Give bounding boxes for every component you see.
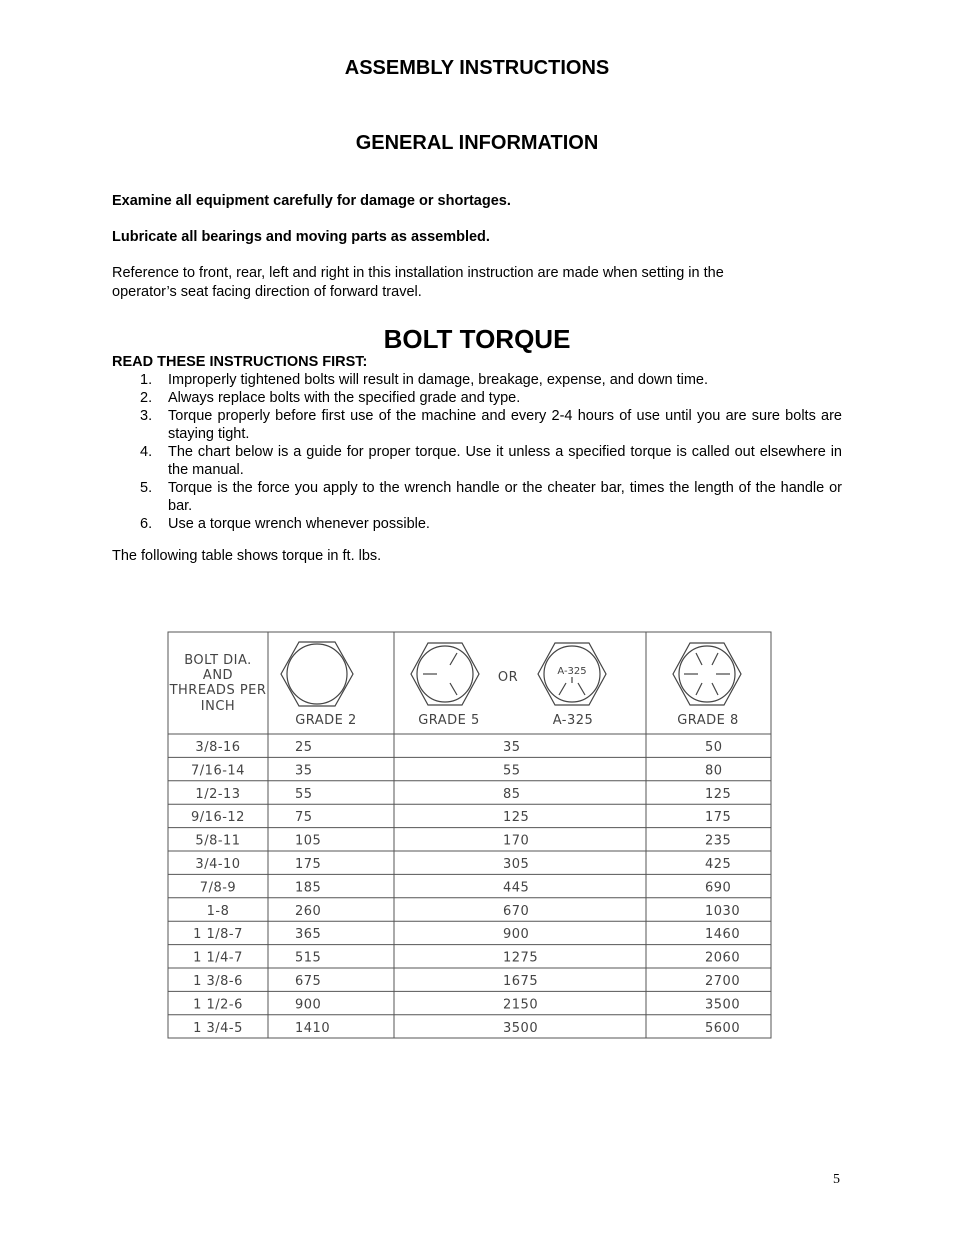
cell-bolt-size: 1-8 [206,903,230,919]
cell-bolt-size: 1/2-13 [195,786,241,802]
cell-bolt-size: 7/16-14 [191,763,245,779]
cell-grade8: 2700 [705,974,741,989]
cell-grade2: 175 [295,857,322,872]
cell-grade5-a325: 305 [503,857,530,872]
reference-paragraph [112,264,842,302]
cell-bolt-size: 1 3/8-6 [193,974,243,989]
list-item: 6. Use a torque wrench whenever possible. [140,516,430,532]
lubricate-note: Lubricate all bearings and moving parts as assembled. [112,229,490,245]
cell-grade8: 125 [705,786,732,802]
list-item: 4. The chart below is a guide for proper torque. Use it unless a specified torque is called out elsewhere in the manual. [140,444,842,478]
header-col1-line3: THREADS PER [169,683,267,698]
torque-table [167,631,772,1039]
cell-bolt-size: 1 1/4-7 [193,950,243,966]
cell-grade8: 50 [705,740,723,755]
page-title: ASSEMBLY INSTRUCTIONS [344,57,610,79]
cell-grade5-a325: 445 [503,880,530,896]
header-col1-line1: BOLT DIA. [184,653,252,668]
cell-grade2: 365 [295,927,322,943]
cell-grade5-a325: 85 [503,786,521,802]
cell-grade5-a325: 170 [503,833,530,849]
cell-grade2: 25 [295,740,313,755]
cell-grade5-a325: 3500 [503,1020,539,1036]
cell-grade2: 55 [295,786,313,802]
cell-bolt-size: 1 3/4-5 [193,1020,243,1036]
section-title-general-information: GENERAL INFORMATION [355,132,599,154]
cell-grade8: 1030 [705,903,741,919]
cell-grade2: 105 [295,833,322,849]
grade8-label: GRADE 8 [677,713,739,728]
cell-grade2: 900 [295,997,322,1013]
cell-bolt-size: 1 1/8-7 [193,927,243,943]
a325-head-mark: A-325 [557,666,587,677]
cell-grade2: 515 [295,950,322,966]
cell-grade5-a325: 1275 [503,950,539,966]
cell-grade5-a325: 35 [503,740,521,755]
torque-table-body [168,740,771,1036]
reference-line-1: Reference to front, rear, left and right in this installation instruction are made when setting in the [112,265,724,281]
cell-grade2: 675 [295,974,322,989]
grade5-hex-icon [411,643,479,705]
list-item: 3. Torque properly before first use of the machine and every 2-4 hours of use until you are sure bolts are staying tight. [140,408,842,442]
cell-bolt-size: 3/8-16 [195,740,241,755]
cell-grade5-a325: 2150 [503,997,539,1013]
cell-grade2: 1410 [295,1020,331,1036]
cell-grade8: 2060 [705,950,741,966]
cell-bolt-size: 3/4-10 [195,857,241,872]
list-item: 5. Torque is the force you apply to the wrench handle or the cheater bar, times the length of the handle or bar. [140,480,842,514]
grade2-hex-icon [281,642,353,706]
cell-grade5-a325: 125 [503,810,530,826]
cell-grade8: 1460 [705,927,741,943]
cell-bolt-size: 9/16-12 [191,810,245,826]
list-item: 1. Improperly tightened bolts will result in damage, breakage, expense, and down time. [140,372,709,388]
reference-line-2: operator’s seat facing direction of forward travel. [112,284,422,300]
cell-grade5-a325: 670 [503,903,530,919]
cell-grade8: 235 [705,833,732,849]
read-first-heading: READ THESE INSTRUCTIONS FIRST: [112,354,368,370]
cell-bolt-size: 1 1/2-6 [193,997,243,1013]
cell-grade8: 690 [705,880,732,896]
cell-grade8: 3500 [705,997,741,1013]
cell-grade2: 35 [295,763,313,779]
grade8-hex-icon [673,643,741,705]
cell-grade8: 5600 [705,1020,741,1036]
grade5-label: GRADE 5 [418,713,480,728]
cell-grade8: 80 [705,763,723,779]
cell-bolt-size: 7/8-9 [199,880,237,896]
list-item: 2. Always replace bolts with the specified grade and type. [140,390,521,406]
cell-grade5-a325: 900 [503,927,530,943]
table-note: The following table shows torque in ft. lbs. [112,548,382,564]
header-col1-line4: INCH [200,699,236,714]
cell-grade8: 175 [705,810,732,826]
examine-equipment-note: Examine all equipment carefully for damage or shortages. [112,193,511,209]
a325-label: A-325 [552,713,594,728]
cell-grade5-a325: 1675 [503,974,539,989]
cell-grade2: 260 [295,903,322,919]
instruction-list [112,371,842,533]
cell-bolt-size: 5/8-11 [195,833,241,849]
cell-grade8: 425 [705,857,732,872]
grade2-label: GRADE 2 [295,713,357,728]
page-number: 5 [833,1172,840,1187]
cell-grade2: 75 [295,810,313,826]
header-col1-line2: AND [202,668,234,683]
cell-grade2: 185 [295,880,322,896]
or-label: OR [497,670,519,685]
cell-grade5-a325: 55 [503,763,521,779]
bolt-torque-title: BOLT TORQUE [383,324,571,354]
